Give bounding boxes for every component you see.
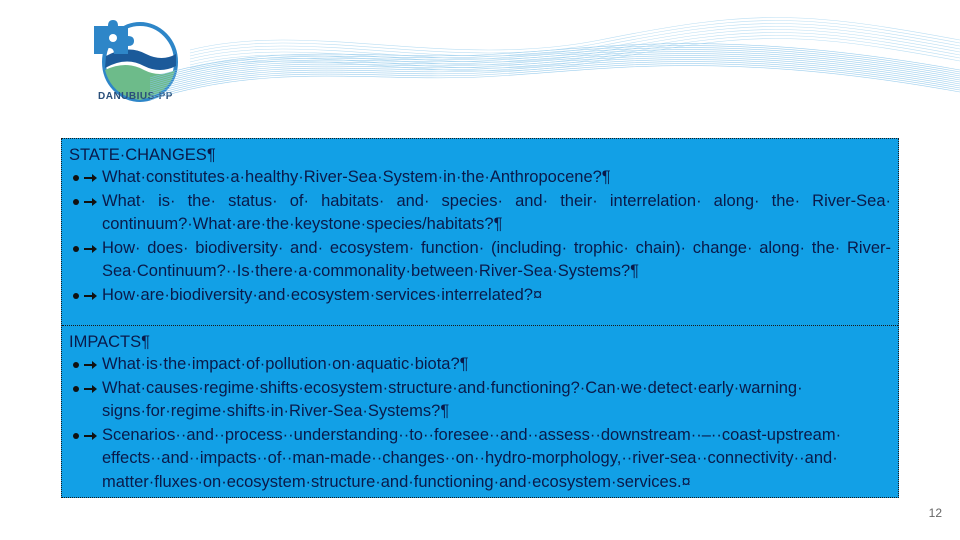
bullet-arrow-icon (71, 284, 101, 307)
bullet-arrow-icon (71, 190, 101, 213)
list-item-text: What· is· the· status· of· habitats· and· species· and· their· interrelation· along· the· River-Sea· continuum?·What·are·the·keystone·species/habitats?¶ (102, 191, 891, 233)
list-item (69, 237, 891, 284)
section-impacts (62, 325, 898, 497)
list-item-text: What·is·the·impact·of·pollution·on·aquatic·biota?¶ (102, 355, 469, 373)
list-item-text: How·are·biodiversity·and·ecosystem·services·interrelated?¤ (102, 285, 543, 304)
questions-panel (61, 138, 899, 498)
list-item-text: What·causes·regime·shifts·ecosystem·structure·and·functioning?·Can·we·detect·early·warning· signs·for·regime·shifts·in·River-Sea·Systems?¶ (102, 378, 803, 420)
bullet-arrow-icon (71, 424, 101, 447)
list-item-text: What·constitutes·a·healthy·River-Sea·System·in·the·Anthropocene?¶ (102, 168, 611, 186)
list-item-text: Scenarios··and··process··understanding··to··foresee··and··assess··downstream··–··coast-upstream· effects··and··impacts··of··man-made··changes··on··hydro-morphology,··river-sea··connectivity··and· matter·fluxes·on·ecosystem·structure·and·functioning·and·ecosystem·services.¤ (102, 425, 842, 491)
list-item (69, 424, 891, 495)
list-item-text: How· does· biodiversity· and· ecosystem· function· (including· trophic· chain)· change· along· the· River-Sea·Continuum?··Is·there·a·commonality·between·River-Sea·Systems?¶ (102, 238, 891, 280)
section-state-changes (62, 139, 898, 326)
bullet-arrow-icon (71, 166, 101, 189)
list-item (69, 377, 891, 424)
list-item (69, 190, 891, 237)
section-heading: IMPACTS¶ (69, 333, 150, 351)
page-number: 12 (928, 506, 942, 520)
bullet-arrow-icon (71, 377, 101, 400)
bullet-arrow-icon (71, 237, 101, 260)
list-item (69, 353, 891, 377)
bullet-arrow-icon (71, 353, 101, 376)
list-item (69, 166, 891, 190)
list-item (69, 284, 891, 308)
section-heading: STATE·CHANGES¶ (69, 146, 216, 164)
decorative-waves (150, 0, 960, 110)
logo-text: DANUBIUS-PP (98, 91, 173, 102)
